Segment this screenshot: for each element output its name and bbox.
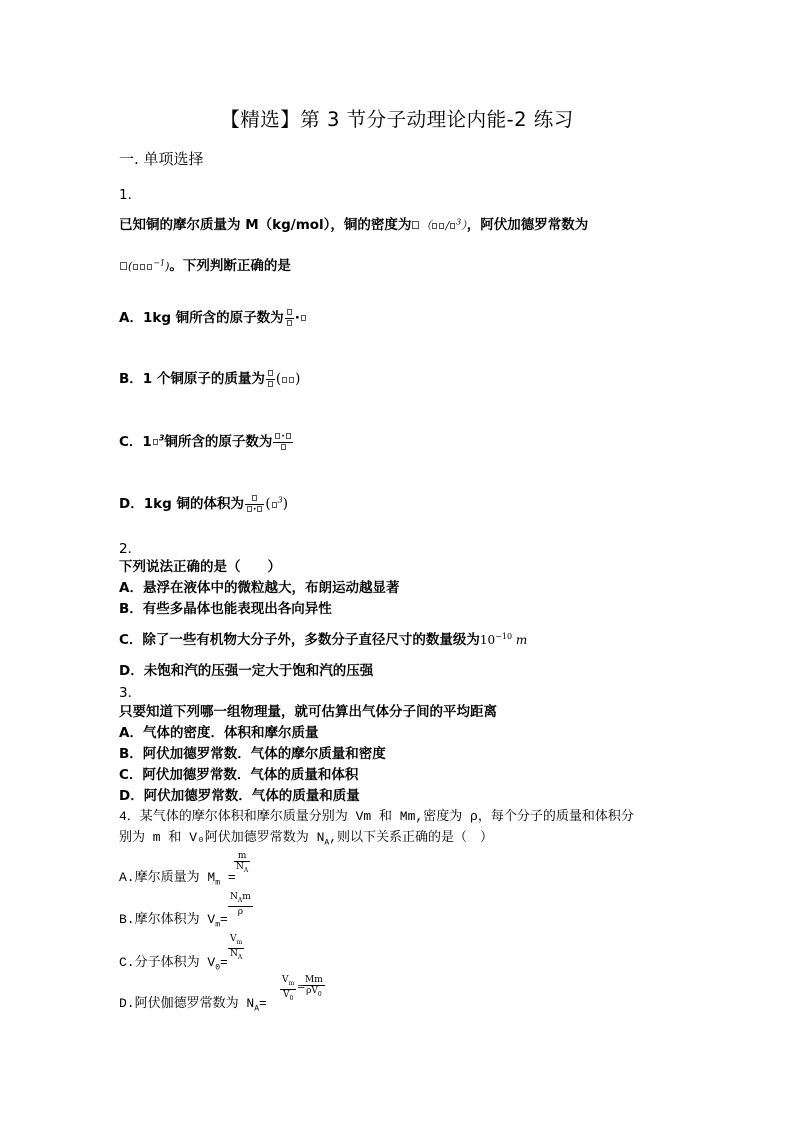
formula-image — [285, 308, 294, 329]
q4-formula-a: $\frac{m}{N_A}$ — [236, 851, 249, 874]
formula-image — [266, 369, 275, 390]
q4-stem-line1: 4．某气体的摩尔体积和摩尔质量分别为 Vm 和 Mm,密度为 ρ，每个分子的质量和体积分 — [119, 809, 634, 824]
page-title: 【精选】第 3 节分子动理论内能-2 练习 — [220, 108, 574, 131]
q1-option-d: D．1kg 铜的体积为 · ( $^3$) — [119, 495, 289, 515]
rho-placeholder-icon — [412, 221, 419, 229]
q1-option-c: C．1 $^3$铜所含的原子数为 · — [119, 430, 294, 453]
q2-stem: 下列说法正确的是（ ） — [119, 559, 281, 575]
q1-stem-line1: 已知铜的摩尔质量为 M（kg/mol），铜的密度为 （ / $^3$），阿伏加德罗常数为 — [119, 217, 589, 233]
q4-formula-d1: $\frac{V_m}{V_0}$ — [282, 975, 295, 1002]
q2-option-b: B．有些多晶体也能表现出各向异性 — [119, 601, 332, 617]
formula-image: · — [273, 432, 292, 453]
q3-stem: 只要知道下列哪一组物理量，就可估算出气体分子间的平均距离 — [119, 704, 497, 720]
q3-option-d: D．阿伏加德罗常数．气体的质量和质量 — [119, 788, 360, 804]
q1-option-b: B．1 个铜原子的质量为 ( ) — [119, 367, 300, 390]
na-placeholder-icon — [120, 262, 127, 270]
q3-option-c: C．阿伏加德罗常数．气体的质量和体积 — [119, 767, 359, 783]
q3-number: 3． — [119, 685, 142, 701]
q1-option-a: A．1kg 铜所含的原子数为 · — [119, 306, 307, 329]
q4-option-d: D.阿伏伽德罗常数为 $N_A=$ — [119, 996, 267, 1014]
q2-option-d: D．未饱和汽的压强一定大于饱和汽的压强 — [119, 663, 374, 679]
q4-formula-d2: $\frac{Mm}{\rho V_0}$ — [305, 975, 323, 998]
q3-option-b: B．阿伏加德罗常数．气体的摩尔质量和密度 — [119, 746, 386, 762]
q4-formula-d-equals: = — [297, 982, 306, 993]
q2-number: 2． — [119, 541, 142, 557]
q2-option-a: A．悬浮在液体中的微粒越大，布朗运动越显著 — [119, 580, 400, 596]
q3-option-a: A．气体的密度．体积和摩尔质量 — [119, 725, 319, 741]
q4-stem-line2: 别为 m 和 V₀阿伏加德罗常数为 $N_A$,则以下关系正确的是（ ） — [119, 830, 494, 848]
q4-option-a: A.摩尔质量为 $M_m$ = — [119, 870, 236, 888]
q4-formula-c: $\frac{V_m}{N_A}$ — [230, 934, 243, 961]
q1-number: 1． — [119, 187, 142, 203]
section-heading: 一. 单项选择 — [119, 150, 204, 168]
q1-stem-line2: ( $^{-1}$)。下列判断正确的是 — [119, 254, 291, 274]
q4-option-b: B.摩尔体积为 $V_m=$ — [119, 912, 228, 930]
q4-formula-b: $N_Am$ ρ — [230, 892, 251, 917]
formula-image: · — [245, 494, 264, 515]
q2-option-c: C．除了一些有机物大分子外，多数分子直径尺寸的数量级为$10^{-10}$ m — [119, 632, 528, 648]
q4-option-c: C.分子体积为 $V_0=$ — [119, 955, 228, 973]
